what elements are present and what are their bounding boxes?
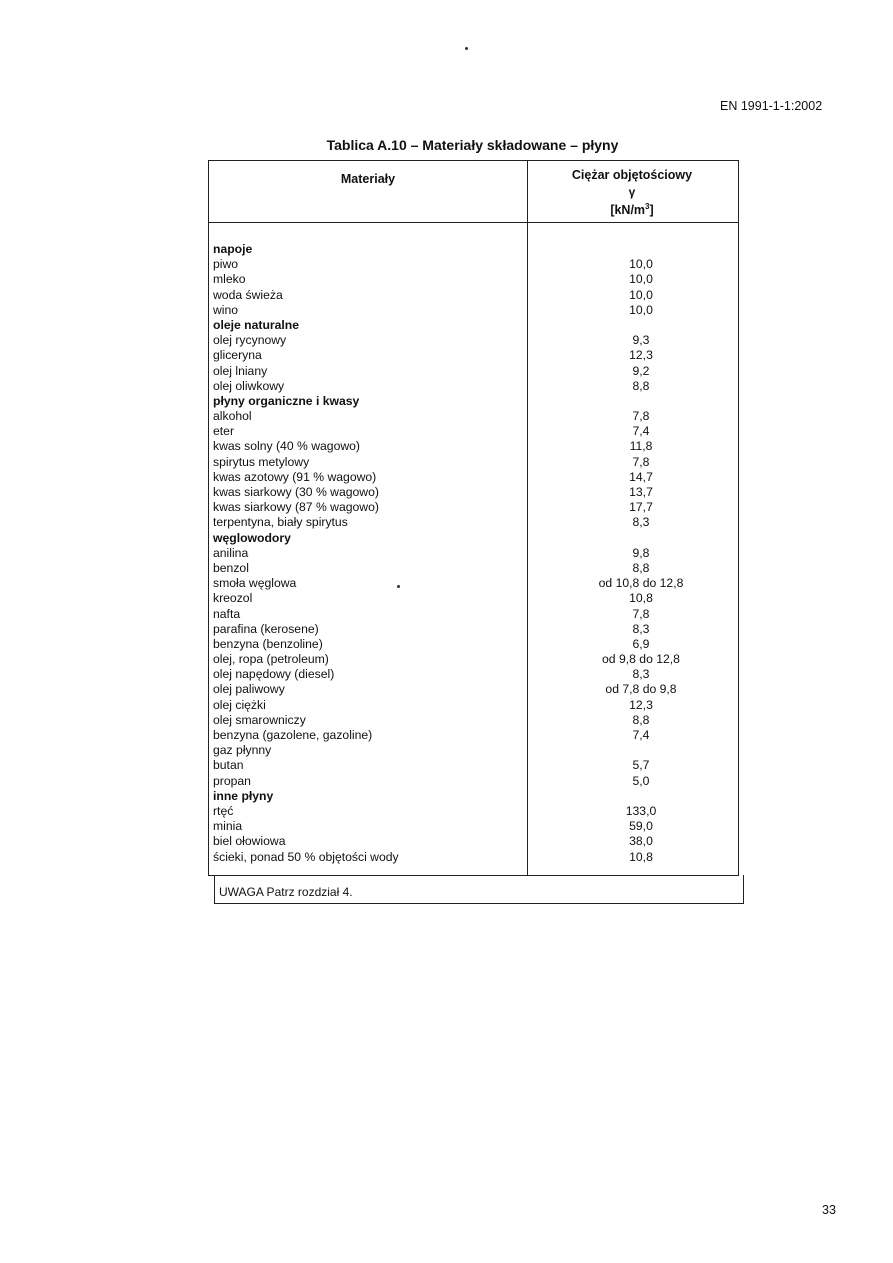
- table-row: [213, 288, 733, 303]
- table-row: [213, 409, 733, 424]
- material-name: olej ciężki: [213, 697, 266, 712]
- category-row: [213, 531, 733, 546]
- material-name: butan: [213, 758, 244, 773]
- table-row: [213, 500, 733, 515]
- unit-weight-value: 7,8: [632, 606, 650, 621]
- category-row: [213, 318, 733, 333]
- unit-weight-value: 7,8: [632, 454, 650, 469]
- material-name: olej, ropa (petroleum): [213, 652, 329, 667]
- table-row: [213, 303, 733, 318]
- material-name: mleko: [213, 272, 246, 287]
- material-name: smoła węglowa: [213, 576, 297, 591]
- table-row: [213, 698, 733, 713]
- material-name: kwas siarkowy (30 % wagowo): [213, 485, 379, 499]
- unit-weight-value: 12,3: [629, 348, 653, 363]
- category-label: płyny organiczne i kwasy: [213, 393, 360, 408]
- unit-weight-value: 17,7: [629, 500, 653, 515]
- category-label: napoje: [213, 242, 253, 256]
- unit-weight-value: 12,3: [629, 697, 653, 712]
- unit-weight-value: 8,3: [632, 667, 650, 682]
- unit-weight-value: od 7,8 do 9,8: [605, 682, 677, 697]
- material-name: piwo: [213, 257, 239, 272]
- unit-suffix: ]: [649, 203, 654, 218]
- unit-weight-value: 8,8: [632, 560, 650, 575]
- table-row: [213, 819, 733, 834]
- material-name: biel ołowiowa: [213, 834, 286, 849]
- material-name: propan: [213, 773, 251, 788]
- table-title: Tablica A.10 – Materiały składowane – płyny: [326, 137, 619, 153]
- unit-weight-value: 5,7: [632, 758, 650, 773]
- table-body: [213, 242, 733, 865]
- material-name: anilina: [213, 545, 249, 560]
- table-row: [213, 272, 733, 287]
- unit-weight-value: od 10,8 do 12,8: [598, 576, 684, 591]
- unit-weight-value: 8,3: [632, 621, 650, 636]
- unit-weight-value: 7,8: [632, 409, 650, 424]
- material-name: terpentyna, biały spirytus: [213, 515, 348, 530]
- material-name: benzyna (benzoline): [213, 636, 323, 651]
- material-name: alkohol: [213, 409, 252, 424]
- document-code: EN 1991-1-1:2002: [720, 99, 823, 113]
- table-row: [213, 439, 733, 454]
- table-row: [213, 607, 733, 622]
- table-row: [213, 379, 733, 394]
- unit-weight-value: 10,0: [629, 257, 653, 272]
- material-name: kwas siarkowy (87 % wagowo): [213, 500, 379, 515]
- category-label: oleje naturalne: [213, 317, 300, 332]
- material-name: ścieki, ponad 50 % objętości wody: [213, 849, 399, 864]
- unit-prefix: [kN/m: [610, 203, 646, 218]
- material-name: olej rycynowy: [213, 333, 287, 348]
- unit-weight-value: 133,0: [625, 803, 657, 818]
- material-name: woda świeża: [213, 287, 283, 302]
- column-header-symbol: γ: [628, 185, 636, 199]
- table-row: [213, 546, 733, 561]
- table-row: [213, 834, 733, 849]
- category-label: węglowodory: [213, 530, 291, 545]
- unit-weight-value: 9,8: [632, 545, 650, 560]
- table-row: [213, 455, 733, 470]
- table-row: [213, 667, 733, 682]
- unit-weight-value: 10,0: [629, 302, 653, 317]
- material-name: olej napędowy (diesel): [213, 667, 335, 682]
- material-name: olej paliwowy: [213, 682, 285, 697]
- material-name: spirytus metylowy: [213, 454, 310, 469]
- unit-weight-value: 8,8: [632, 712, 650, 727]
- column-header-unit: [528, 202, 736, 217]
- scan-speck: [465, 47, 468, 50]
- material-name: olej oliwkowy: [213, 378, 285, 393]
- unit-weight-value: 14,7: [629, 469, 653, 484]
- category-row: [213, 789, 733, 804]
- material-name: kwas solny (40 % wagowo): [213, 439, 360, 454]
- unit-weight-value: 38,0: [629, 834, 653, 849]
- unit-weight-value: 7,4: [632, 728, 650, 742]
- table-row: [213, 364, 733, 379]
- table-row: [213, 652, 733, 667]
- material-name: gliceryna: [213, 348, 262, 363]
- column-header-weight: Ciężar objętościowy: [571, 168, 693, 182]
- table-row: [213, 682, 733, 697]
- table-row: [213, 257, 733, 272]
- unit-weight-value: 9,3: [632, 333, 650, 348]
- unit-weight-value: 10,8: [629, 849, 653, 864]
- material-name: rtęć: [213, 803, 234, 818]
- material-name: benzol: [213, 560, 249, 575]
- unit-weight-value: 13,7: [629, 485, 653, 499]
- table-row: [213, 622, 733, 637]
- table-row: [213, 515, 733, 530]
- unit-weight-value: 6,9: [632, 636, 650, 651]
- table-row: [213, 774, 733, 789]
- table-row: [213, 576, 733, 591]
- unit-weight-value: 8,3: [632, 515, 650, 530]
- unit-weight-value: 9,2: [632, 363, 650, 378]
- material-name: kwas azotowy (91 % wagowo): [213, 469, 377, 484]
- material-name: parafina (kerosene): [213, 621, 319, 636]
- material-name: wino: [213, 302, 239, 317]
- table-row: [213, 713, 733, 728]
- unit-weight-value: 59,0: [629, 819, 653, 834]
- material-name: minia: [213, 819, 243, 834]
- unit-weight-value: 11,8: [629, 439, 653, 454]
- table-row: [213, 333, 733, 348]
- table-row: [213, 348, 733, 363]
- category-label: inne płyny: [213, 788, 274, 803]
- unit-weight-value: 10,0: [629, 287, 653, 302]
- table-row: [213, 758, 733, 773]
- table-header-separator: [208, 222, 739, 223]
- material-name: gaz płynny: [213, 743, 272, 758]
- table-row: [213, 591, 733, 606]
- table-note: UWAGA Patrz rozdział 4.: [219, 885, 353, 899]
- page-number: 33: [822, 1203, 836, 1217]
- material-name: nafta: [213, 606, 241, 621]
- material-name: benzyna (gazolene, gazoline): [213, 728, 373, 742]
- table-row: [213, 485, 733, 500]
- unit-weight-value: 5,0: [632, 773, 650, 788]
- category-row: [213, 394, 733, 409]
- unit-weight-value: 8,8: [632, 378, 650, 393]
- unit-weight-value: 7,4: [632, 424, 650, 439]
- material-name: olej lniany: [213, 363, 268, 378]
- table-row: [213, 470, 733, 485]
- material-name: eter: [213, 424, 235, 439]
- table-row: [213, 424, 733, 439]
- unit-weight-value: od 9,8 do 12,8: [602, 652, 680, 667]
- unit-weight-value: 10,8: [629, 591, 653, 606]
- column-header-materials: Materiały: [340, 172, 396, 186]
- table-row: [213, 804, 733, 819]
- material-name: olej smarowniczy: [213, 712, 306, 727]
- unit-weight-value: 10,0: [629, 272, 653, 287]
- table-row: [213, 850, 733, 865]
- table-row: [213, 561, 733, 576]
- table-row: [213, 637, 733, 652]
- unit-exponent: 3: [645, 202, 650, 211]
- material-name: kreozol: [213, 591, 253, 606]
- table-row: [213, 743, 733, 758]
- table-row: [213, 728, 733, 743]
- category-row: [213, 242, 733, 257]
